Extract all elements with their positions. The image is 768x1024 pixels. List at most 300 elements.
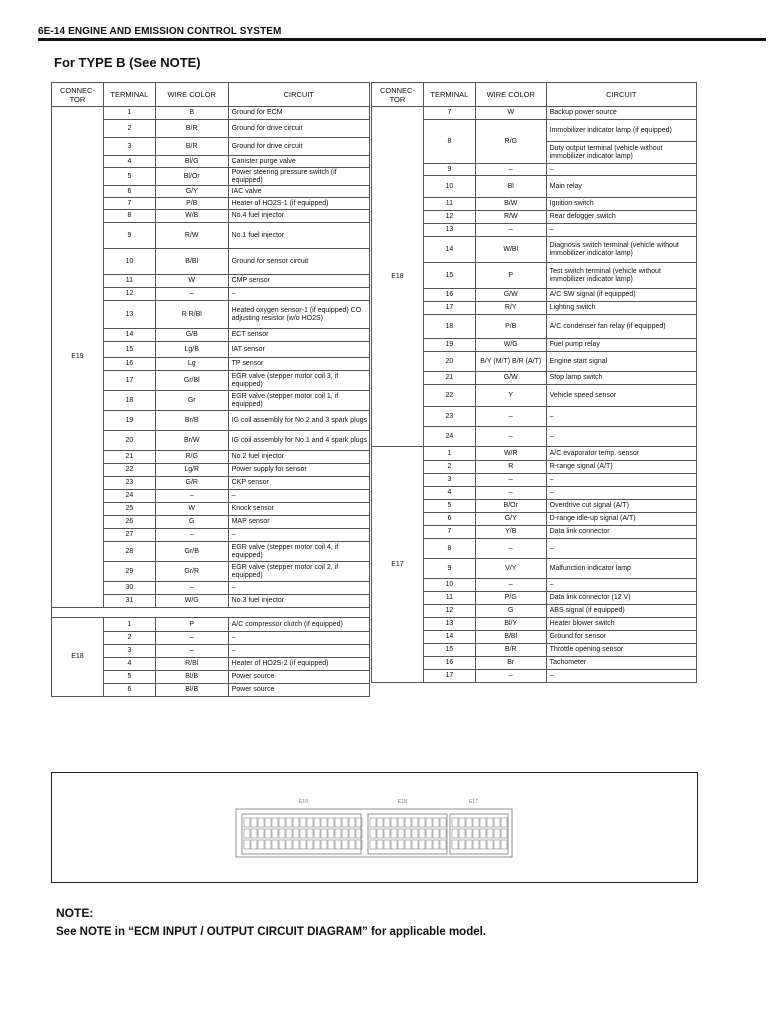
connector-pin [494,818,500,827]
note-title: NOTE: [56,906,94,920]
connector-pin [473,829,479,838]
wire-color-cell: – [475,670,546,683]
wire-color-cell: – [475,224,546,237]
connector-pin [391,840,397,849]
table-row [372,107,697,120]
wire-color-cell: R R/Bl [155,301,228,329]
terminal-cell: 2 [103,120,155,138]
connector-pin [384,829,390,838]
circuit-cell: – [546,224,696,237]
terminal-cell: 17 [423,670,475,683]
connector-cell: E18 [52,618,104,697]
wire-color-cell: W [475,107,546,120]
connector-pin [321,829,327,838]
circuit-cell: – [546,487,696,500]
wire-color-cell: R/G [155,451,228,464]
connector-pin [480,840,486,849]
connector-pin [440,818,446,827]
terminal-cell: 15 [423,263,475,289]
circuit-cell: – [546,670,696,683]
circuit-cell: MAP sensor [228,516,369,529]
circuit-cell: Stop lamp switch [546,372,696,385]
terminal-cell: 8 [103,210,155,223]
terminal-cell: 30 [103,582,155,595]
col-wire-color: WIRE COLOR [155,83,228,107]
col-terminal: TERMINAL [423,83,475,107]
connector-pin [265,829,271,838]
connector-pin [501,840,507,849]
connector-pin [377,829,383,838]
connector-pin [426,818,432,827]
connector-pin [466,829,472,838]
connector-pin [244,818,250,827]
wire-color-cell: Br/W [155,431,228,451]
wire-color-cell: – [155,645,228,658]
connector-pin [494,840,500,849]
ecm-connector-drawing [52,773,697,882]
terminal-cell: 1 [103,618,155,632]
connector-pin [412,829,418,838]
connector-pin [293,840,299,849]
connector-pin [405,818,411,827]
terminal-cell: 5 [103,671,155,684]
circuit-cell: A/C compressor clutch (if equipped) [228,618,369,632]
note-text: See NOTE in “ECM INPUT / OUTPUT CIRCUIT DIAGRAM” for applicable model. [56,926,487,938]
wire-color-cell: Bl/Y [475,618,546,631]
connector-pin [398,818,404,827]
circuit-cell: IG coil assembly for No.2 and 3 spark plugs [228,411,369,431]
circuit-cell: Backup power source [546,107,696,120]
circuit-cell: IAC valve [228,186,369,198]
col-circuit: CIRCUIT [546,83,696,107]
wire-color-cell: G/B [155,329,228,342]
circuit-cell: Tachometer [546,657,696,670]
connector-pin [244,829,250,838]
connector-pin [307,818,313,827]
circuit-cell: – [546,407,696,427]
wire-color-cell: – [475,427,546,447]
circuit-cell: EGR valve (stepper motor coil 1, if equipped) [228,391,369,411]
circuit-cell: Overdrive cut signal (A/T) [546,500,696,513]
wire-color-cell: B/Bl [475,631,546,644]
connector-pin [321,818,327,827]
circuit-cell: Fuel pump relay [546,339,696,352]
connector-pin [321,840,327,849]
wire-color-cell: P [155,618,228,632]
connector-pin [426,840,432,849]
connector-pin [384,818,390,827]
wire-color-cell: B/W [475,198,546,211]
terminal-cell: 11 [103,275,155,288]
circuit-cell: D-range idle-up signal (A/T) [546,513,696,526]
connector-pin [307,829,313,838]
circuit-cell: – [228,529,369,542]
circuit-cell: Rear defogger switch [546,211,696,224]
circuit-cell: Ground for drive circuit [228,120,369,138]
terminal-table-right [371,82,697,683]
connector-pin [251,818,257,827]
connector-diagram [51,772,698,883]
wire-color-cell: W/B [155,210,228,223]
connector-pin [377,818,383,827]
connector-pin [293,818,299,827]
terminal-cell: 3 [103,645,155,658]
wire-color-cell: Y/B [475,526,546,539]
circuit-cell: Power source [228,671,369,684]
wire-color-cell: – [155,529,228,542]
wire-color-cell: G [155,516,228,529]
terminal-cell: 13 [423,224,475,237]
terminal-cell: 21 [103,451,155,464]
connector-cell: E19 [52,107,104,608]
wire-color-cell: – [475,487,546,500]
circuit-cell: Knock sensor [228,503,369,516]
terminal-cell: 19 [423,339,475,352]
terminal-cell: 17 [423,302,475,315]
circuit-cell: – [228,582,369,595]
connector-pin [473,818,479,827]
connector-pin [412,818,418,827]
wire-color-cell: B/Or [475,500,546,513]
col-circuit: CIRCUIT [228,83,369,107]
wire-color-cell: R/G [475,120,546,164]
wire-color-cell: Lg [155,358,228,371]
terminal-cell: 7 [103,198,155,210]
connector-pin [466,818,472,827]
circuit-cell: ECT sensor [228,329,369,342]
wire-color-cell: R/W [475,211,546,224]
wire-color-cell: W/G [475,339,546,352]
wire-color-cell: Gr/Bl [155,371,228,391]
connector-pin [459,829,465,838]
terminal-cell: 22 [103,464,155,477]
wire-color-cell: P [475,263,546,289]
terminal-cell: 4 [423,487,475,500]
circuit-cell: – [546,579,696,592]
connector-pin [265,840,271,849]
wire-color-cell: Gr [155,391,228,411]
terminal-cell: 23 [423,407,475,427]
connector-pin [405,829,411,838]
connector-pin [398,829,404,838]
wire-color-cell: B [155,107,228,120]
circuit-cell: Ground for ECM [228,107,369,120]
terminal-cell: 18 [103,391,155,411]
terminal-cell: 5 [103,168,155,186]
connector-pin [494,829,500,838]
circuit-cell: Ground for sensor [546,631,696,644]
circuit-cell: ABS signal (if equipped) [546,605,696,618]
circuit-cell: Power steering pressure switch (if equipped) [228,168,369,186]
circuit-cell: R-range signal (A/T) [546,461,696,474]
terminal-cell: 14 [423,237,475,263]
circuit-cell: EGR valve (stepper motor coil 2, if equipped) [228,562,369,582]
circuit-cell: – [228,288,369,301]
wire-color-cell: – [475,579,546,592]
connector-pin [440,829,446,838]
circuit-cell: No.2 fuel injector [228,451,369,464]
circuit-cell: Diagnosis switch terminal (vehicle without immobilizer indicator lamp) [546,237,696,263]
terminal-cell: 14 [103,329,155,342]
connector-pin [328,829,334,838]
circuit-cell: Heater blower switch [546,618,696,631]
terminal-cell: 20 [103,431,155,451]
wire-color-cell: Bl/Or [155,168,228,186]
circuit-cell: – [228,490,369,503]
connector-pin [335,829,341,838]
circuit-cell: Malfunction indicator lamp [546,559,696,579]
connector-pin [314,818,320,827]
connector-pin [419,829,425,838]
terminal-cell: 5 [423,500,475,513]
terminal-cell: 24 [103,490,155,503]
connector-pin [286,829,292,838]
wire-color-cell: Lg/R [155,464,228,477]
circuit-cell: No.3 fuel injector [228,595,369,608]
wire-color-cell: Gr/B [155,542,228,562]
wire-color-cell: – [155,490,228,503]
circuit-cell: – [546,427,696,447]
terminal-cell: 15 [423,644,475,657]
connector-pin [335,818,341,827]
circuit-cell: Data link connector [546,526,696,539]
connector-pin [370,840,376,849]
terminal-cell: 24 [423,427,475,447]
terminal-cell: 3 [423,474,475,487]
connector-pin [370,818,376,827]
terminal-cell: 31 [103,595,155,608]
connector-pin [433,840,439,849]
circuit-cell: CKP sensor [228,477,369,490]
terminal-cell: 8 [423,539,475,559]
table-row [372,447,697,461]
wire-color-cell: – [475,407,546,427]
connector-pin [342,829,348,838]
connector-pin [349,840,355,849]
connector-pin [286,818,292,827]
terminal-cell: 21 [423,372,475,385]
wire-color-cell: R/Y [475,302,546,315]
terminal-cell: 9 [423,559,475,579]
circuit-cell: Duty output terminal (vehicle without immobilizer indicator lamp) [546,142,696,164]
terminal-cell: 2 [423,461,475,474]
connector-pin [251,840,257,849]
terminal-table-left [51,82,370,697]
connector-pin [405,840,411,849]
terminal-cell: 20 [423,352,475,372]
wire-color-cell: B/Y (M/T) B/R (A/T) [475,352,546,372]
circuit-cell: Throttle opening sensor [546,644,696,657]
terminal-cell: 6 [423,513,475,526]
circuit-cell: A/C SW signal (if equipped) [546,289,696,302]
terminal-cell: 11 [423,198,475,211]
terminal-cell: 13 [103,301,155,329]
terminal-cell: 12 [423,605,475,618]
circuit-cell: Test switch terminal (vehicle without immobilizer indicator lamp) [546,263,696,289]
label-e19: E19 [299,799,308,805]
connector-pin [398,840,404,849]
terminal-cell: 12 [103,288,155,301]
wire-color-cell: Bl/G [155,156,228,168]
circuit-cell: CMP sensor [228,275,369,288]
circuit-cell: No.4 fuel injector [228,210,369,223]
connector-pin [279,829,285,838]
header-rule [38,38,766,41]
terminal-cell: 6 [103,186,155,198]
connector-pin [342,840,348,849]
wire-color-cell: W [155,275,228,288]
wire-color-cell: G [475,605,546,618]
connector-pin [314,829,320,838]
wire-color-cell: W/G [155,595,228,608]
terminal-cell: 23 [103,477,155,490]
circuit-cell: Ground for sensor circuit [228,249,369,275]
terminal-cell: 25 [103,503,155,516]
terminal-cell: 15 [103,342,155,358]
connector-pin [272,840,278,849]
connector-pin [272,829,278,838]
wire-color-cell: W/R [475,447,546,461]
circuit-cell: Main relay [546,176,696,198]
wire-color-cell: – [475,539,546,559]
terminal-cell: 4 [103,658,155,671]
wire-color-cell: R [475,461,546,474]
terminal-cell: 16 [423,289,475,302]
connector-pin [328,840,334,849]
connector-pin [342,818,348,827]
label-e18: E18 [398,799,407,805]
connector-pin [480,818,486,827]
wire-color-cell: G/W [475,289,546,302]
terminal-cell: 18 [423,315,475,339]
wire-color-cell: W [155,503,228,516]
terminal-cell: 12 [423,211,475,224]
wire-color-cell: – [475,164,546,176]
label-e17: E17 [469,799,478,805]
table-row [52,618,370,632]
connector-pin [293,829,299,838]
wire-color-cell: P/B [155,198,228,210]
connector-pin [426,829,432,838]
circuit-cell: Lighting switch [546,302,696,315]
terminal-cell: 22 [423,385,475,407]
connector-pin [244,840,250,849]
circuit-cell: – [228,632,369,645]
wire-color-cell: B/R [475,644,546,657]
connector-pin [419,840,425,849]
terminal-cell: 9 [103,223,155,249]
connector-pin [452,829,458,838]
wire-color-cell: Lg/B [155,342,228,358]
wire-color-cell: G/Y [475,513,546,526]
connector-pin [314,840,320,849]
col-connector: CONNEC-TOR [52,83,104,107]
terminal-cell: 6 [103,684,155,697]
wire-color-cell: Gr/R [155,562,228,582]
terminal-cell: 11 [423,592,475,605]
wire-color-cell: V/Y [475,559,546,579]
connector-pin [286,840,292,849]
wire-color-cell: W/Bl [475,237,546,263]
wire-color-cell: B/R [155,120,228,138]
connector-pin [419,818,425,827]
connector-cell: E18 [372,107,424,447]
connector-pin [349,818,355,827]
circuit-cell: TP sensor [228,358,369,371]
terminal-cell: 10 [423,579,475,592]
connector-pin [300,840,306,849]
terminal-cell: 3 [103,138,155,156]
circuit-cell: Heater of HO2S-2 (if equipped) [228,658,369,671]
wire-color-cell: Bl/B [155,671,228,684]
circuit-cell: – [546,539,696,559]
terminal-cell: 4 [103,156,155,168]
connector-pin [391,818,397,827]
connector-pin [307,840,313,849]
circuit-cell: Canister purge valve [228,156,369,168]
terminal-cell: 1 [423,447,475,461]
connector-pin [480,829,486,838]
circuit-cell: – [228,645,369,658]
circuit-cell: EGR valve (stepper motor coil 3, if equipped) [228,371,369,391]
group-separator [52,608,370,618]
terminal-cell: 10 [103,249,155,275]
connector-pin [459,818,465,827]
circuit-cell: Data link connector (12 V) [546,592,696,605]
connector-pin [433,829,439,838]
connector-cell: E17 [372,447,424,683]
connector-pin [300,829,306,838]
connector-pin [440,840,446,849]
connector-pin [258,818,264,827]
connector-pin [487,840,493,849]
wire-color-cell: – [155,632,228,645]
connector-pin [328,818,334,827]
connector-pin [258,829,264,838]
terminal-cell: 28 [103,542,155,562]
terminal-cell: 13 [423,618,475,631]
connector-pin [300,818,306,827]
circuit-cell: Vehicle speed sensor [546,385,696,407]
connector-pin [473,840,479,849]
terminal-cell: 19 [103,411,155,431]
connector-pin [466,840,472,849]
wire-color-cell: – [475,474,546,487]
terminal-cell: 14 [423,631,475,644]
circuit-cell: Engine start signal [546,352,696,372]
connector-pin [349,829,355,838]
wire-color-cell: P/G [475,592,546,605]
wire-color-cell: – [155,288,228,301]
wire-color-cell: Bl/B [155,684,228,697]
circuit-cell: EGR valve (stepper motor coil 4, if equipped) [228,542,369,562]
section-title: For TYPE B (See NOTE) [54,55,201,70]
circuit-cell: Heater of HO2S-1 (if equipped) [228,198,369,210]
wire-color-cell: P/B [475,315,546,339]
col-wire-color: WIRE COLOR [475,83,546,107]
connector-pin [487,818,493,827]
connector-pin [265,818,271,827]
page-header: 6E-14 ENGINE AND EMISSION CONTROL SYSTEM [38,26,282,37]
connector-pin [501,829,507,838]
circuit-cell: – [546,474,696,487]
wire-color-cell: Bl [475,176,546,198]
terminal-cell: 7 [423,526,475,539]
col-connector: CONNEC-TOR [372,83,424,107]
connector-pin [377,840,383,849]
terminal-cell: 16 [423,657,475,670]
circuit-cell: IAT sensor [228,342,369,358]
